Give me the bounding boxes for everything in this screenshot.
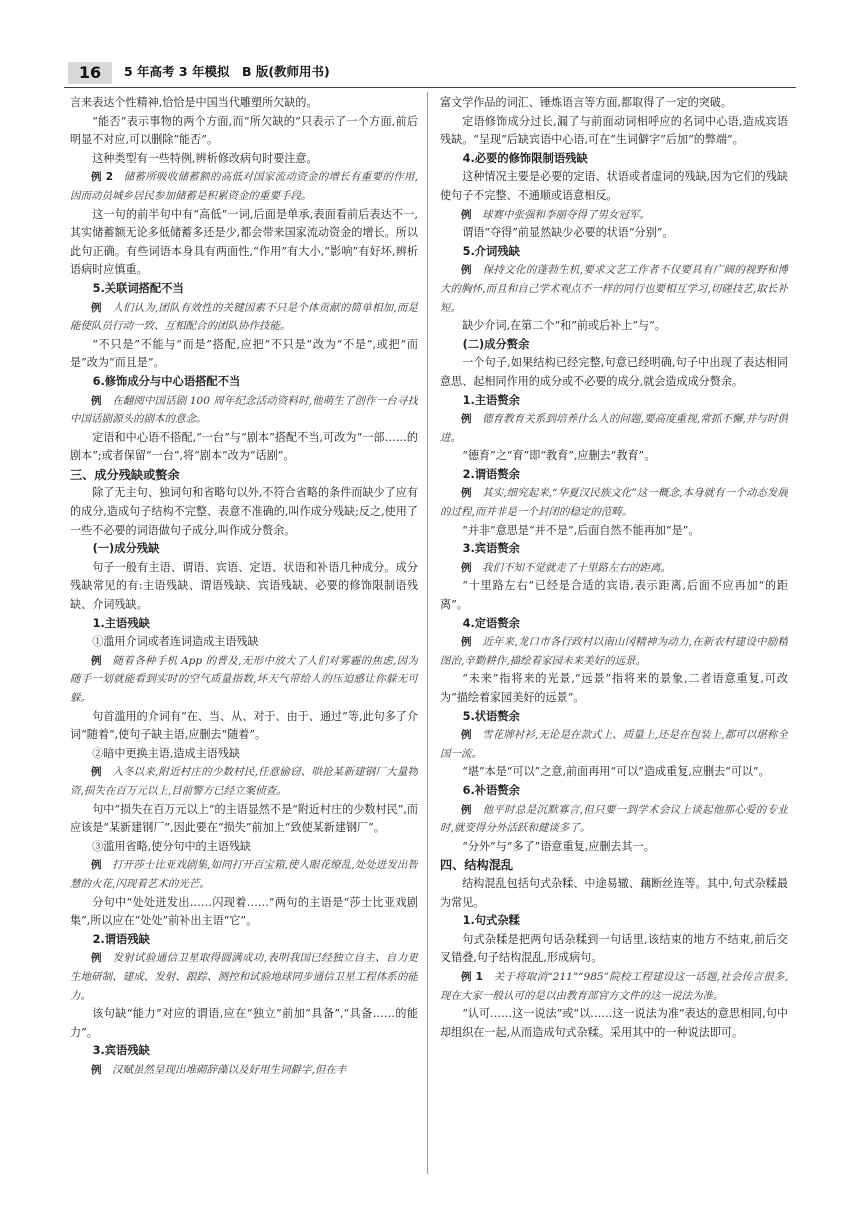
paragraph: “德育”之“育”即“教育”,应删去“教育”。 <box>462 449 656 463</box>
topic-heading: 6.补语赘余 <box>462 783 520 797</box>
topic-heading: 2.谓语赘余 <box>462 467 520 481</box>
example-sentence <box>440 484 788 521</box>
example-text: 人们认为,团队有效性的关键因素不只是个体贡献的简单相加,而是能使队员行动一致、互相配合的团队协作技能。 <box>70 301 418 333</box>
example-label: 例 <box>461 264 472 277</box>
paragraph: “认可……这一说法”或“以……这一说法为准”表达的意思相同,句中却组织在一起,从而造成句式杂糅。采用其中的一种说法即可。 <box>440 1007 788 1039</box>
example-label: 例 2 <box>91 171 114 184</box>
paragraph: 结构混乱包括句式杂糅、中途易辙、藕断丝连等。其中,句式杂糅最为常见。 <box>440 876 788 909</box>
topic-heading: 4.定语赘余 <box>462 616 520 630</box>
paragraph: 分句中“处处迸发出……闪现着……”两句的主语是“莎士比亚戏剧集”,所以应在“处处”前补出主语“它”。 <box>70 895 418 928</box>
example-sentence <box>70 299 418 336</box>
example-text: 近年来,龙口市各行政村以南山冈精神为动力,在新农村建设中励精图治,辛勤耕作,描绘着家园未来美好的远景。 <box>440 636 788 667</box>
example-sentence <box>70 856 418 893</box>
right-column <box>440 94 788 1174</box>
subsection-heading: (二)成分赘余 <box>462 337 530 351</box>
paragraph: “未来”指将来的光景,“远景”指将来的景象,二者语意重复,可改为“描绘着家园美好的远景”。 <box>440 672 788 704</box>
topic-heading: 4.必要的修饰限制语残缺 <box>462 151 588 165</box>
paragraph: 这种类型有一些特例,辨析修改病句时要注意。 <box>92 151 318 165</box>
paragraph: “并非”意思是“并不是”,后面自然不能再加“是”。 <box>462 523 700 537</box>
left-column <box>70 94 418 1174</box>
topic-heading: 2.谓语残缺 <box>92 932 150 946</box>
paragraph: 缺少介词,在第二个“和”前或后补上“与”。 <box>462 319 666 333</box>
topic-heading: 6.修饰成分与中心语搭配不当 <box>92 374 241 388</box>
example-text: 关于将取消“211”“985”院校工程建设这一话题,社会传言很多,现在大家一般认可的是以由教育部官方文件的这一说法为准。 <box>440 970 788 1002</box>
paragraph: “不只是”不能与“而是”搭配,应把“不只是”改为“不是”,或把“而是”改为“而且是”。 <box>70 337 418 370</box>
column-divider <box>427 92 428 1174</box>
paragraph: “分外”与“多了”语意重复,应删去其一。 <box>462 839 655 853</box>
topic-heading: 1.主语残缺 <box>92 616 150 630</box>
paragraph-continued: 言来表达个性精神,恰恰是中国当代雕塑所欠缺的。 <box>70 96 318 109</box>
example-label: 例 <box>461 803 472 816</box>
example-sentence <box>440 801 788 838</box>
example-text: 发射试验通信卫星取得圆满成功,表明我国已经独立自主、自力更生地研制、建成、发射、跟踪、测控和试验地球同步通信卫星工程体系的能力。 <box>70 952 418 1002</box>
example-sentence <box>70 763 418 800</box>
example-label: 例 <box>461 413 472 426</box>
paragraph: 句子一般有主语、谓语、宾语、定语、状语和补语几种成分。成分残缺常见的有:主语残缺、谓语残缺、宾语残缺、必要的修饰限制语残缺、介词残缺。 <box>70 560 418 612</box>
example-sentence <box>70 949 418 1005</box>
topic-heading: 1.句式杂糅 <box>462 914 520 928</box>
example-label: 例 <box>461 561 472 574</box>
example-label: 例 <box>461 636 472 649</box>
example-sentence <box>70 168 418 205</box>
paragraph: 一个句子,如果结构已经完整,句意已经明确,句子中出现了表达相同意思、起相同作用的成分或不必要的成分,就会造成成分赘余。 <box>440 356 788 388</box>
example-sentence <box>440 261 788 317</box>
example-sentence <box>70 392 418 429</box>
example-text: 我们不知不觉就走了十里路左右的距离。 <box>482 561 671 574</box>
example-text: 德育教育关系到培养什么人的问题,要高度重视,常抓不懈,并与时俱进。 <box>440 413 788 444</box>
example-sentence <box>440 206 788 225</box>
topic-heading: 5.状语赘余 <box>462 709 520 723</box>
paragraph: 句首滥用的介词有“在、当、从、对于、由于、通过”等,此句多了介词“随着”,使句子缺主语,应删去“随着”。 <box>70 709 418 742</box>
paragraph: ②暗中更换主语,造成主语残缺 <box>92 746 240 760</box>
section-heading: 三、成分残缺或赘余 <box>70 467 180 482</box>
example-label: 例 <box>91 952 102 965</box>
example-label: 例 <box>461 487 472 500</box>
paragraph: “十里路左右”已经是合适的宾语,表示距离,后面不应再加“的距离”。 <box>440 579 788 612</box>
topic-heading: 1.主语赘余 <box>462 393 520 407</box>
paragraph: 谓语“夺得”前显然缺少必要的状语“分别”。 <box>462 226 674 240</box>
paragraph: 除了无主句、独词句和省略句以外,不符合省略的条件而缺少了应有的成分,造成句子结构不完整、表意不准确的,叫作成分残缺;反之,使用了一些不必要的词语做句子成分,叫作成分赘余。 <box>70 486 418 537</box>
paragraph-continued: 富文学作品的词汇、锤炼语言等方面,都取得了一定的突破。 <box>440 96 732 109</box>
example-sentence <box>440 726 788 763</box>
page-number: 16 <box>68 62 112 84</box>
paragraph: 句式杂糅是把两句话杂糅到一句话里,该结束的地方不结束,前后交叉错叠,句子结构混乱,形成病句。 <box>440 932 788 965</box>
example-text: 入冬以来,附近村庄的少数村民,任意偷窃、哄抢某新建钢厂大量物资,损失在百万元以上,目前警方已经立案侦查。 <box>70 766 418 797</box>
topic-heading: 3.宾语赘余 <box>462 542 520 556</box>
paragraph: “堪”本是“可以”之意,前面再用“可以”造成重复,应删去“可以”。 <box>462 765 770 779</box>
example-label: 例 1 <box>461 970 483 983</box>
example-label: 例 <box>91 1063 102 1076</box>
example-text: 储蓄所吸收储蓄额的高低对国家流动资金的增长有重要的作用,因而动员城乡居民参加储蓄是积累资金的重要手段。 <box>70 171 418 202</box>
paragraph: ③滥用省略,使分句中的主语残缺 <box>92 839 252 853</box>
example-label: 例 <box>461 208 472 221</box>
paragraph: 句中“损失在百万元以上”的主语显然不是“附近村庄的少数村民”,而应该是“某新建钢厂”,因此要在“损失”前加上“致使某新建钢厂”。 <box>70 802 418 835</box>
topic-heading: 3.宾语残缺 <box>92 1044 150 1058</box>
paragraph: 定语和中心语不搭配,“一台”与“剧本”搭配不当,可改为“一部……的剧本”;或者保留“一台”,将“剧本”改为“话剧”。 <box>70 430 418 463</box>
example-text: 随着各种手机 App 的普及,无形中放大了人们对雾霾的焦虑,因为随手一划就能看到实时的空气质量指数,坏天气带给人的压迫感让你躲无可躲。 <box>70 654 418 704</box>
example-sentence <box>70 1061 418 1080</box>
series-title: 5 年高考 3 年模拟 B 版(教师用书) <box>124 64 330 79</box>
example-label: 例 <box>91 766 102 779</box>
example-text: 汉赋虽然呈现出堆砌辞藻以及好用生词僻字,但在丰 <box>112 1063 347 1076</box>
example-label: 例 <box>91 301 102 314</box>
example-text: 球赛中张强和李丽夺得了男女冠军。 <box>482 208 650 221</box>
paragraph: 这种情况主要是必要的定语、状语或者虚词的残缺,因为它们的残缺使句子不完整、不通顺或语意相反。 <box>440 170 788 202</box>
topic-heading: 5.关联词搭配不当 <box>92 281 184 295</box>
example-text: 保持文化的蓬勃生机,要求文艺工作者不仅要具有广阔的视野和博大的胸怀,而且和自己学术观点不一样的同行也要相互学习,切磋技艺,取长补短。 <box>440 264 788 314</box>
example-text: 在翻阅中国话剧 100 周年纪念活动资料时,他萌生了创作一台寻找中国话剧源头的剧本的意念。 <box>70 394 418 426</box>
paragraph: ①滥用介词或者连词造成主语残缺 <box>92 635 259 649</box>
example-label: 例 <box>91 394 102 407</box>
paragraph: 定语修饰成分过长,漏了与前面动词相呼应的名词中心语,造成宾语残缺。“呈现”后缺宾语中心语,可在“生词僻字”后加“的弊端”。 <box>440 114 788 147</box>
example-sentence <box>440 968 788 1005</box>
example-text: 他平时总是沉默寡言,但只要一到学术会议上谈起他那心爱的专业时,就变得分外活跃和健谈多了。 <box>440 803 788 835</box>
subsection-heading: (一)成分残缺 <box>92 542 160 556</box>
example-label: 例 <box>91 859 102 872</box>
header-rule <box>64 87 796 88</box>
section-heading: 四、结构混乱 <box>440 858 514 873</box>
paragraph: “能否”表示事物的两个方面,而“所欠缺的”只表示了一个方面,前后明显不对应,可以删除“能否”。 <box>70 114 418 147</box>
paragraph: 这一句的前半句中有“高低”一词,后面是单承,表面看前后表达不一,其实储蓄额无论多低储蓄多还是少,都会带来国家流动资金的增长。所以此句正确。有些词语本身具有两面性,“作用”有大小,“影响”有好坏,辨析语病时应慎重。 <box>70 207 418 277</box>
topic-heading: 5.介词残缺 <box>462 244 520 258</box>
example-text: 雪花牌衬衫,无论是在款式上、质量上,还是在包装上,都可以堪称全国一流。 <box>440 729 788 760</box>
paragraph: 该句缺“能力”对应的谓语,应在“独立”前加“具备”,“具备……的能力”。 <box>70 1007 418 1039</box>
example-sentence <box>70 652 418 708</box>
example-label: 例 <box>461 729 472 742</box>
example-text: 其实,细究起来,“华夏汉民族文化”这一概念,本身就有一个动态发展的过程,而并非是一个封闭的稳定的范畴。 <box>440 487 788 519</box>
example-text: 打开莎士比亚戏剧集,如同打开百宝箱,使人眼花缭乱,处处迸发出智慧的火花,闪现着艺术的光芒。 <box>70 859 418 890</box>
example-sentence <box>440 410 788 447</box>
example-sentence <box>440 633 788 670</box>
example-sentence <box>440 559 788 578</box>
example-label: 例 <box>91 654 102 667</box>
page-header <box>64 62 796 84</box>
